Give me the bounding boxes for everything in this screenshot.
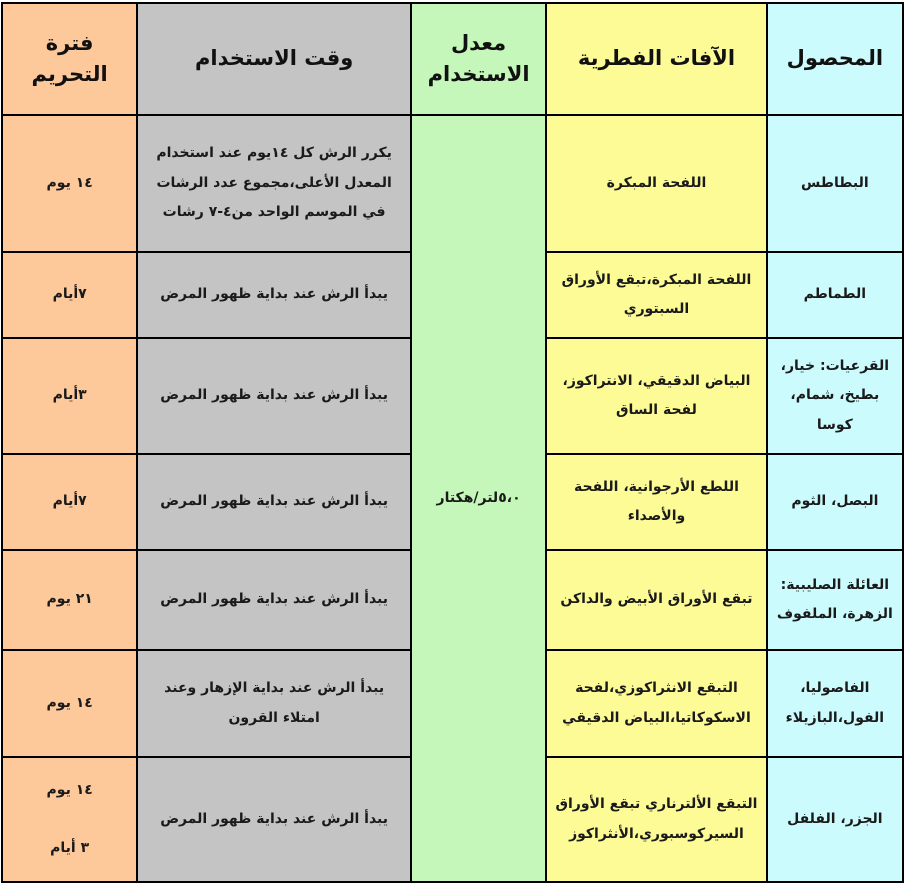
- pests-cell: التبقع الانثراكوزي،لفحة الاسكوكاتيا،البياض الدقيقي: [546, 650, 766, 757]
- crop-cell: القرعيات: خيار، بطيخ، شمام، كوسا: [767, 338, 903, 454]
- preharvest-cell: ٧أيام: [2, 252, 137, 338]
- preharvest-cell: ١٤ يوم: [2, 115, 137, 252]
- preharvest-cell: ١٤ يوم: [2, 650, 137, 757]
- timing-cell: يبدأ الرش عند بداية ظهور المرض: [137, 757, 411, 882]
- pests-cell: اللطع الأرجوانية، اللفحة والأصداء: [546, 454, 766, 550]
- header-pests: الآفات الفطرية: [546, 3, 766, 115]
- header-timing: وقت الاستخدام: [137, 3, 411, 115]
- header-preharvest: فترة التحريم: [2, 3, 137, 115]
- crop-cell: البصل، الثوم: [767, 454, 903, 550]
- usage-rate-cell: ٥،٠لتر/هكتار: [411, 115, 546, 882]
- timing-cell: يبدأ الرش عند بداية ظهور المرض: [137, 550, 411, 650]
- timing-cell: يبدأ الرش عند بداية ظهور المرض: [137, 252, 411, 338]
- timing-cell: يبدأ الرش عند بداية ظهور المرض: [137, 338, 411, 454]
- table-row: [2, 115, 903, 252]
- crop-cell: الجزر، الفلفل: [767, 757, 903, 882]
- pests-cell: البياض الدقيقي، الانتراكوز، لفحة الساق: [546, 338, 766, 454]
- pests-cell: اللفحة المبكرة: [546, 115, 766, 252]
- header-crop: المحصول: [767, 3, 903, 115]
- pests-cell: تبقع الأوراق الأبيض والداكن: [546, 550, 766, 650]
- preharvest-cell: ٢١ يوم: [2, 550, 137, 650]
- timing-cell: يبدأ الرش عند بداية الإزهار وعند امتلاء القرون: [137, 650, 411, 757]
- crop-cell: الفاصوليا، الفول،البازيلاء: [767, 650, 903, 757]
- timing-cell: يكرر الرش كل ١٤يوم عند استخدام المعدل الأعلى،مجموع عدد الرشات في الموسم الواحد من٤-٧ رشات: [137, 115, 411, 252]
- header-row: [2, 3, 903, 115]
- timing-cell: يبدأ الرش عند بداية ظهور المرض: [137, 454, 411, 550]
- header-rate: معدل الاستخدام: [411, 3, 546, 115]
- preharvest-cell: [2, 757, 137, 882]
- preharvest-value: ١٤ يوم: [46, 782, 93, 799]
- pests-cell: التبقع الألترناري تبقع الأوراق السيركوسبوري،الأنثراكوز: [546, 757, 766, 882]
- crop-cell: البطاطس: [767, 115, 903, 252]
- preharvest-cell: ٧أيام: [2, 454, 137, 550]
- crop-cell: العائلة الصليبية: الزهرة، الملفوف: [767, 550, 903, 650]
- crop-cell: الطماطم: [767, 252, 903, 338]
- pests-cell: اللفحة المبكرة،تبقع الأوراق السبتوري: [546, 252, 766, 338]
- pesticide-table: [1, 2, 904, 883]
- preharvest-cell: ٣أيام: [2, 338, 137, 454]
- preharvest-value: ٣ أيام: [50, 839, 90, 856]
